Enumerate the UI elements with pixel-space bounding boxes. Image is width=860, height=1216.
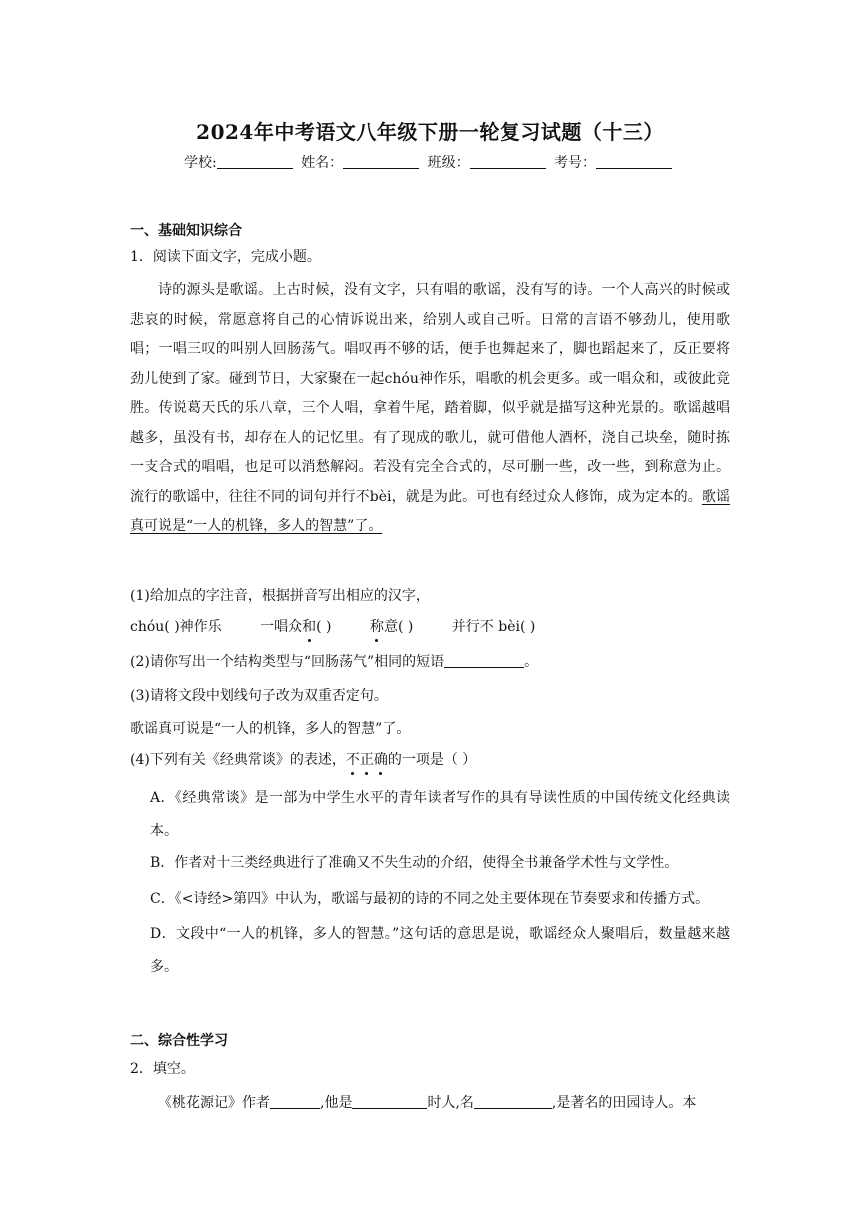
- item-he-dotted: 和: [302, 619, 317, 635]
- section-heading-2: 二、综合性学习: [130, 1033, 228, 1049]
- fill-text-4: ,是著名的田园诗人。本: [551, 1095, 697, 1111]
- sub-question-2: [130, 652, 730, 672]
- sub-question-4-emphasis: 不正确: [345, 752, 388, 768]
- sub-question-2-text: (2)请你写出一个结构类型与“回肠荡气”相同的短语: [130, 654, 445, 670]
- option-d[interactable]: D．文段中“一人的机锋，多人的智慧。”这句话的意思是说，歌谣经众人聚唱后，数量越来越多。: [150, 926, 730, 975]
- option-c[interactable]: C．《<诗经>第四》中认为，歌谣与最初的诗的不同之处主要体现在节奏要求和传播方式。: [150, 891, 710, 907]
- sub-question-3: (3)请将文段中划线句子改为双重否定句。: [130, 688, 388, 704]
- name-blank[interactable]: [343, 154, 419, 169]
- name-label: 姓名：: [301, 155, 344, 171]
- fill-text-3: 时人,名: [427, 1095, 474, 1111]
- sub-question-4: [130, 750, 730, 770]
- passage-underlined-sentence: 歌谣真可说是“一人的机锋，多人的智慧”了。: [130, 488, 730, 534]
- sub-question-4-end: 的一项是（ ）: [387, 752, 477, 768]
- item-cheng-dotted: 称: [369, 619, 384, 635]
- class-blank[interactable]: [470, 154, 546, 169]
- author-blank[interactable]: [270, 1094, 320, 1109]
- page-title: 2024年中考语文八年级下册一轮复习试题（十三）: [196, 120, 664, 144]
- question-1-prompt: 1．阅读下面文字，完成小题。: [130, 249, 321, 265]
- student-info-line: [0, 152, 860, 172]
- school-blank[interactable]: [217, 154, 293, 169]
- passage-text: 诗的源头是歌谣。上古时候，没有文字，只有唱的歌谣，没有写的诗。一个人高兴的时候或悲哀的时候，常愿意将自己的心情诉说出来，给别人或自己听。日常的言语不够劲儿，使用歌唱；一唱三叹的叫别人回肠荡气。唱叹再不够的话，便手也舞起来了，脚也蹈起来了，反正要将劲儿使到了家。碰到节日，大家聚在一起chóu神作乐，唱歌的机会更多。或一唱众和，或彼此竞胜。传说葛天氏的乐八章，三个人唱，拿着牛尾，踏着脚，似乎就是描写这种光景的。歌谣越唱越多，虽没有书，却存在人的记忆里。有了现成的歌儿，就可借他人酒杯，浇自己块垒，随时拣一支合式的唱唱，也足可以消愁解闷。若没有完全合式的，尽可删一些，改一些，到称意为止。流行的歌谣中，往往不同的词句并行不bèi，就是为此。可也有经过众人修饰，成为定本的。: [130, 282, 730, 505]
- given-name-blank[interactable]: [474, 1094, 552, 1109]
- exam-number-label: 考号：: [554, 155, 597, 171]
- sub-question-2-blank[interactable]: [444, 653, 524, 668]
- option-a[interactable]: A．《经典常谈》是一部为中学生水平的青年读者写作的具有导读性质的中国传统文化经典读本。: [150, 790, 730, 839]
- option-b[interactable]: B．作者对十三类经典进行了准确又不失生动的介绍，使得全书兼备学术性与文学性。: [150, 855, 679, 871]
- sub-question-2-end: 。: [524, 654, 539, 670]
- school-label: 学校:: [183, 155, 217, 171]
- exam-number-blank[interactable]: [596, 154, 672, 169]
- fill-text-1: 《桃花源记》作者: [158, 1095, 270, 1111]
- item-bei: 并行不 bèi( ): [451, 619, 536, 635]
- sub-question-1-items: [130, 617, 730, 637]
- question-2-fill-line: [130, 1092, 730, 1114]
- sub-question-3-sentence: 歌谣真可说是“一人的机锋，多人的智慧”了。: [130, 721, 411, 737]
- fill-text-2: ,他是: [320, 1095, 353, 1111]
- item-chou: chóu( )神作乐: [130, 619, 222, 635]
- item-cheng-post: 意( ): [383, 619, 414, 635]
- item-he-post: ( ): [316, 619, 332, 635]
- sub-question-4-text: (4)下列有关《经典常谈》的表述，: [130, 752, 346, 768]
- sub-question-1: (1)给加点的字注音，根据拼音写出相应的汉字，: [130, 588, 430, 604]
- dynasty-blank[interactable]: [352, 1094, 427, 1109]
- reading-passage: [130, 276, 730, 542]
- class-label: 班级：: [427, 155, 470, 171]
- item-he-pre: 一唱众: [260, 619, 303, 635]
- question-2-prompt: 2．填空。: [130, 1061, 195, 1077]
- section-heading-1: 一、基础知识综合: [130, 223, 242, 239]
